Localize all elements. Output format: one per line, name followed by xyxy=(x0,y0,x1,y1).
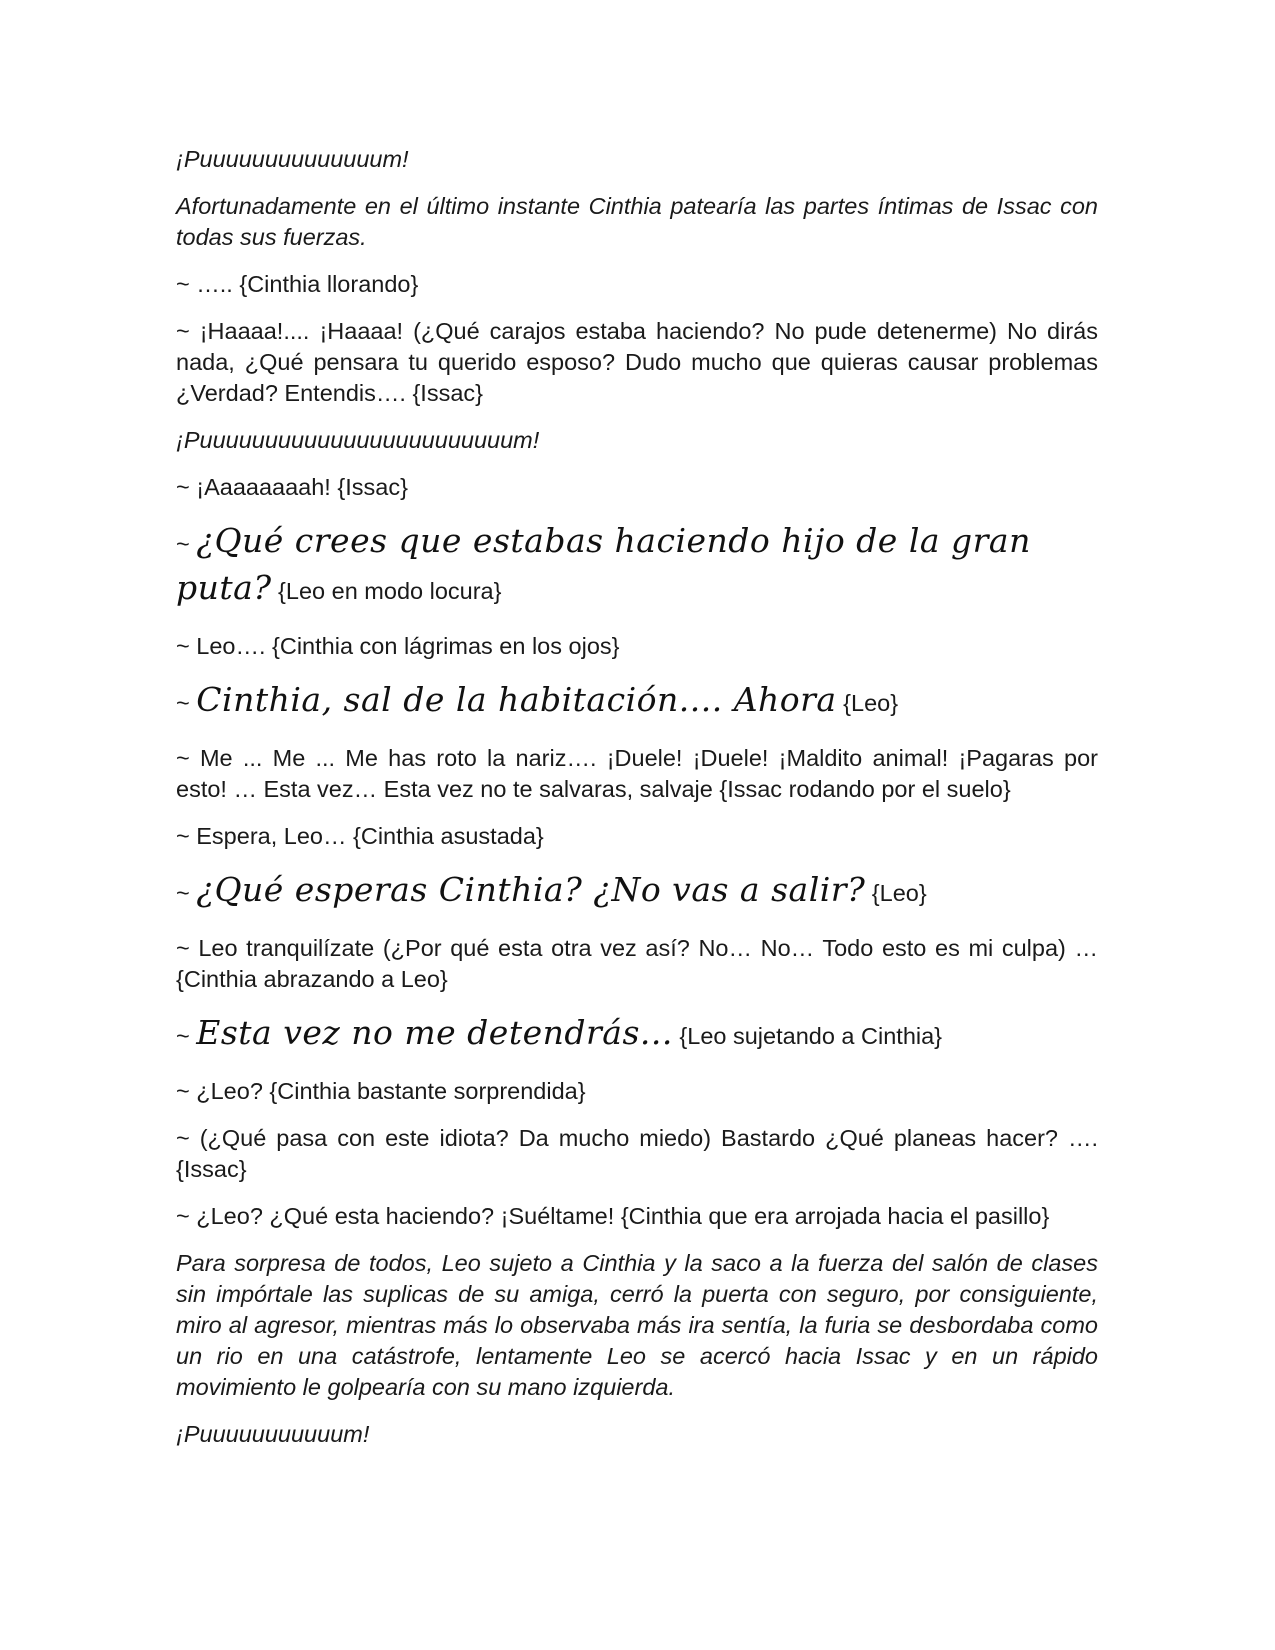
sound-effect: ¡Puuuuuuuuuuuuuuuuuuuuuuuum! xyxy=(176,427,540,453)
dialogue-line: ~ Leo tranquilízate (¿Por qué esta otra vez así? No… No… Todo esto es mi culpa) … {Cinthia abrazando a Leo} xyxy=(176,935,1098,992)
dialogue-line: ~ ¿Leo? ¿Qué esta haciendo? ¡Suéltame! {Cinthia que era arrojada hacia el pasillo} xyxy=(176,1203,1050,1229)
dialogue-line: ~ ¡Aaaaaaaah! {Issac} xyxy=(176,474,408,500)
narration-paragraph: Afortunadamente en el último instante Cinthia patearía las partes íntimas de Issac con todas sus fuerzas. xyxy=(176,193,1098,250)
narration-paragraph: Para sorpresa de todos, Leo sujeto a Cinthia y la saco a la fuerza del salón de clases sin impórtale las suplicas de su amiga, cerró la puerta con seguro, por consiguiente, miro al agresor, mientras más lo observaba más ira sentía, la furia se desbordaba como un rio en una catástrofe, lentamente Leo se acercó hacia Issac y en un rápido movimiento le golpearía con su mano izquierda. xyxy=(176,1250,1098,1400)
document-page xyxy=(176,144,1098,1466)
shout-tilde: ~ xyxy=(176,531,197,557)
shout-text: ¿Qué esperas Cinthia? ¿No vas a salir? xyxy=(196,870,866,909)
shout-line xyxy=(176,678,1098,725)
dialogue-line: ~ Leo…. {Cinthia con lágrimas en los ojos} xyxy=(176,633,620,659)
shout-line xyxy=(176,1011,1098,1058)
speaker-tag: {Leo en modo locura} xyxy=(271,578,502,604)
shout-text: Cinthia, sal de la habitación.... Ahora xyxy=(196,680,837,719)
speaker-tag: {Leo} xyxy=(865,880,927,906)
shout-line xyxy=(176,868,1098,915)
shout-tilde: ~ xyxy=(176,1023,197,1049)
shout-tilde: ~ xyxy=(176,880,197,906)
dialogue-line: ~ ¡Haaaa!.... ¡Haaaa! (¿Qué carajos estaba haciendo? No pude detenerme) No dirás nada, ¿Qué pensara tu querido esposo? Dudo mucho que quieras causar problemas ¿Verdad? Entendis…. {Issac} xyxy=(176,318,1098,406)
shout-text: ¿Qué crees que estabas haciendo hijo de la gran puta? xyxy=(176,521,1031,607)
dialogue-line: ~ ….. {Cinthia llorando} xyxy=(176,271,419,297)
dialogue-line: ~ Espera, Leo… {Cinthia asustada} xyxy=(176,823,544,849)
shout-text: Esta vez no me detendrás... xyxy=(196,1013,673,1052)
speaker-tag: {Leo} xyxy=(836,690,899,716)
shout-line xyxy=(176,519,1098,613)
dialogue-line: ~ (¿Qué pasa con este idiota? Da mucho miedo) Bastardo ¿Qué planeas hacer? …. {Issac} xyxy=(176,1125,1098,1182)
shout-tilde: ~ xyxy=(176,690,197,716)
sound-effect: ¡Puuuuuuuuuuuuuum! xyxy=(176,146,409,172)
sound-effect: ¡Puuuuuuuuuuum! xyxy=(176,1421,370,1447)
dialogue-line: ~ Me ... Me ... Me has roto la nariz…. ¡Duele! ¡Duele! ¡Maldito animal! ¡Pagaras por esto! … Esta vez… Esta vez no te salvaras, salvaje {Issac rodando por el suelo} xyxy=(176,745,1098,802)
dialogue-line: ~ ¿Leo? {Cinthia bastante sorprendida} xyxy=(176,1078,586,1104)
speaker-tag: {Leo sujetando a Cinthia} xyxy=(672,1023,943,1049)
